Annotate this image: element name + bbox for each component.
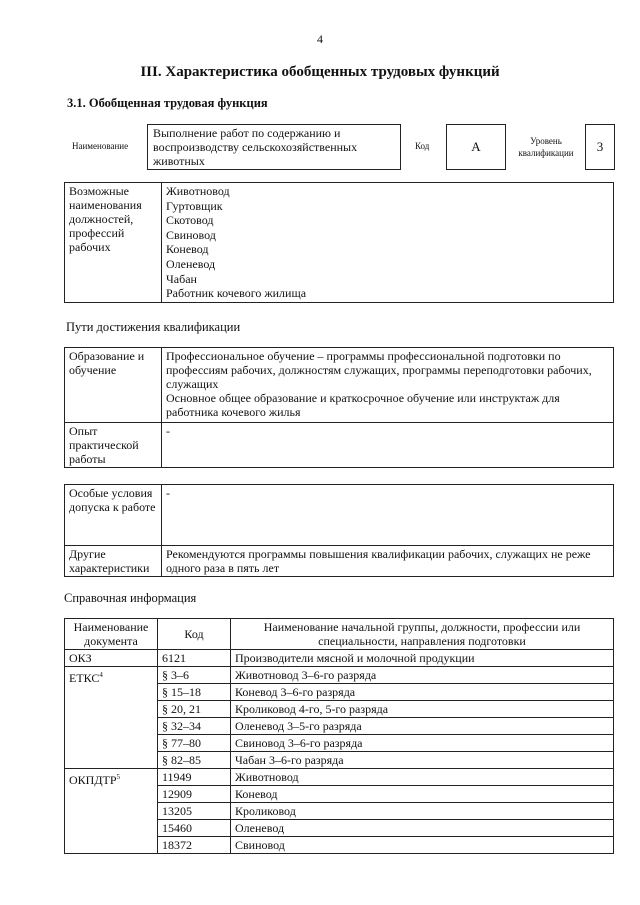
gtf-name-label: Наименование	[72, 141, 129, 151]
ref-code-cell: 12909	[158, 786, 231, 803]
ref-doc-cell	[65, 650, 158, 667]
possible-name-item: Работник кочевого жилища	[166, 286, 307, 301]
condition-label: Особые условия допуска к работе	[65, 485, 162, 546]
possible-name-item: Коневод	[166, 242, 209, 257]
gtf-code-value: А	[446, 124, 506, 170]
possible-name-item: Животновод	[166, 184, 230, 198]
page-number: 4	[317, 32, 323, 46]
reference-title: Справочная информация	[64, 591, 197, 605]
ref-header-code: Код	[158, 619, 231, 650]
ref-doc-cell	[65, 667, 158, 769]
ref-name-cell: Чабан 3–6-го разряда	[231, 752, 614, 769]
reference-table	[64, 618, 614, 854]
conditions-table	[64, 484, 614, 577]
ref-header-name: Наименование начальной группы, должности, профессии или специальности, направления подготовки	[231, 619, 614, 650]
ref-code-cell: § 20, 21	[158, 701, 231, 718]
ref-code-cell: 13205	[158, 803, 231, 820]
path-label: Образование и обучение	[65, 348, 162, 423]
gtf-code-label: Код	[415, 141, 430, 151]
possible-name-item: Гуртовщик	[166, 198, 223, 213]
possible-name-item: Чабан	[166, 271, 197, 286]
ref-name-cell: Оленевод	[231, 820, 614, 837]
footnote-marker: 5	[116, 773, 121, 781]
gtf-level-label: Уровень квалификации	[518, 136, 574, 158]
possible-names-label: Возможные наименования должностей, профессий рабочих	[65, 183, 162, 303]
ref-doc-name: ОКПДТР	[69, 773, 117, 787]
ref-name-cell: Свиновод	[231, 837, 614, 854]
possible-name-item: Свиновод	[166, 227, 216, 242]
ref-code-cell: § 32–34	[158, 718, 231, 735]
ref-name-cell: Производители мясной и молочной продукции	[231, 650, 614, 667]
ref-code-cell: 6121	[158, 650, 231, 667]
footnote-marker: 4	[99, 671, 103, 679]
gtf-level-value: 3	[585, 124, 615, 170]
condition-value: Рекомендуются программы повышения квалификации рабочих, служащих не реже одного раза в пять лет	[162, 546, 614, 577]
ref-code-cell: 18372	[158, 837, 231, 854]
table-row	[65, 769, 614, 786]
ref-doc-cell	[65, 769, 158, 854]
gtf-name-value: Выполнение работ по содержанию и воспроизводству сельскохозяйственных животных	[147, 124, 401, 170]
path-label: Опыт практической работы	[65, 423, 162, 468]
ref-code-cell: § 82–85	[158, 752, 231, 769]
ref-name-cell: Животновод 3–6-го разряда	[231, 667, 614, 684]
table-row	[65, 667, 614, 684]
paths-table	[64, 347, 614, 468]
possible-names-list	[162, 183, 614, 303]
ref-code-cell: § 3–6	[158, 667, 231, 684]
ref-name-cell: Кроликовод	[231, 803, 614, 820]
ref-code-cell: 15460	[158, 820, 231, 837]
path-value: Профессиональное обучение – программы профессиональной подготовки по профессиям рабочих, должностям служащих, программы переподготовки рабочих, служащих Основное общее образование и краткосрочное обучение или инструктаж для работника кочевого жилья	[162, 348, 614, 423]
possible-name-item: Оленевод	[166, 256, 216, 271]
path-value: -	[162, 423, 614, 468]
section-title: III. Характеристика обобщенных трудовых функций	[140, 64, 500, 80]
subsection-title: 3.1. Обобщенная трудовая функция	[67, 96, 268, 110]
condition-value: -	[162, 485, 614, 546]
condition-label: Другие характеристики	[65, 546, 162, 577]
paths-title: Пути достижения квалификации	[66, 320, 241, 334]
ref-name-cell: Оленевод 3–5-го разряда	[231, 718, 614, 735]
possible-names-table	[64, 182, 614, 303]
possible-name-item: Скотовод	[166, 213, 214, 228]
ref-doc-name: ОКЗ	[69, 651, 92, 665]
ref-name-cell: Коневод 3–6-го разряда	[231, 684, 614, 701]
ref-code-cell: § 15–18	[158, 684, 231, 701]
table-row	[65, 650, 614, 667]
ref-doc-name: ЕТКС	[69, 671, 100, 685]
ref-name-cell: Животновод	[231, 769, 614, 786]
ref-name-cell: Коневод	[231, 786, 614, 803]
ref-code-cell: 11949	[158, 769, 231, 786]
ref-code-cell: § 77–80	[158, 735, 231, 752]
ref-header-doc: Наименование документа	[65, 619, 158, 650]
ref-name-cell: Свиновод 3–6-го разряда	[231, 735, 614, 752]
ref-name-cell: Кроликовод 4-го, 5-го разряда	[231, 701, 614, 718]
